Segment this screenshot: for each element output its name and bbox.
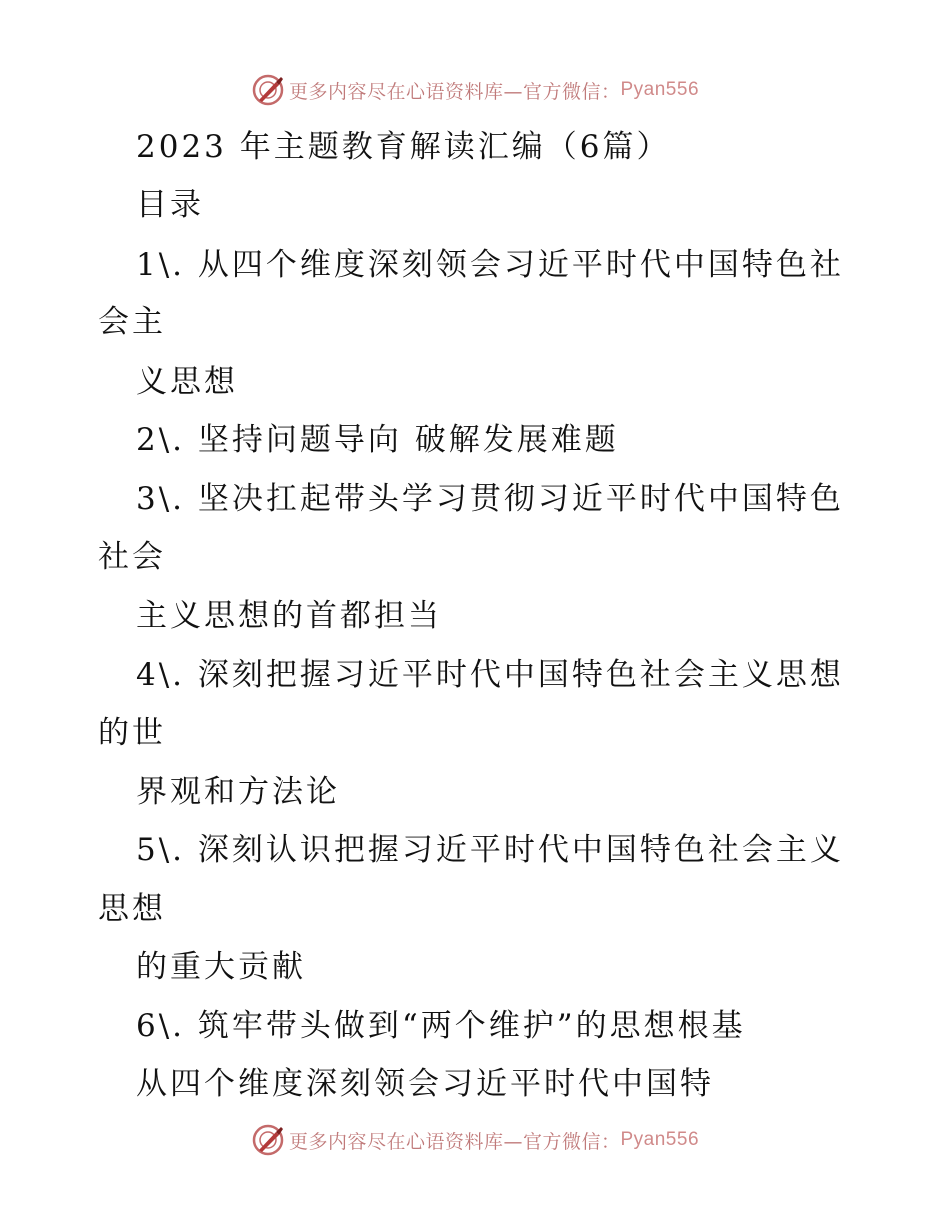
pen-logo-icon bbox=[251, 73, 285, 107]
document-title: 2023 年主题教育解读汇编（6篇） bbox=[136, 129, 671, 165]
toc-line: 2\. 坚持问题导向 破解发展难题 bbox=[136, 422, 619, 458]
toc-line: 4\. 深刻把握习近平时代中国特色社会主义思想 bbox=[136, 657, 844, 693]
toc-line: 的世 bbox=[98, 715, 166, 751]
toc-heading: 目录 bbox=[136, 187, 204, 223]
toc-line: 主义思想的首都担当 bbox=[136, 598, 442, 634]
watermark-code: Pyan556 bbox=[620, 79, 700, 100]
watermark-text: 更多内容尽在心语资料库—官方微信： bbox=[288, 80, 621, 103]
toc-line: 义思想 bbox=[136, 364, 238, 400]
pen-logo-icon bbox=[251, 1123, 285, 1157]
watermark-text: 更多内容尽在心语资料库—官方微信： bbox=[288, 1130, 621, 1153]
toc-line: 3\. 坚决扛起带头学习贯彻习近平时代中国特色 bbox=[136, 481, 844, 517]
toc-line: 社会 bbox=[98, 539, 166, 575]
toc-line: 5\. 深刻认识把握习近平时代中国特色社会主义 bbox=[136, 832, 844, 868]
toc-line: 思想 bbox=[98, 891, 166, 927]
toc-line: 的重大贡献 bbox=[136, 949, 306, 985]
watermark-footer bbox=[0, 1120, 950, 1160]
toc-line: 界观和方法论 bbox=[136, 774, 340, 810]
watermark-header bbox=[0, 70, 950, 110]
toc-line: 1\. 从四个维度深刻领会习近平时代中国特色社 bbox=[136, 247, 844, 283]
watermark-code: Pyan556 bbox=[620, 1129, 700, 1150]
toc-line: 6\. 筑牢带头做到“两个维护”的思想根基 bbox=[136, 1008, 746, 1044]
toc-line: 会主 bbox=[98, 304, 166, 340]
body-paragraph: 从四个维度深刻领会习近平时代中国特 bbox=[136, 1066, 714, 1102]
